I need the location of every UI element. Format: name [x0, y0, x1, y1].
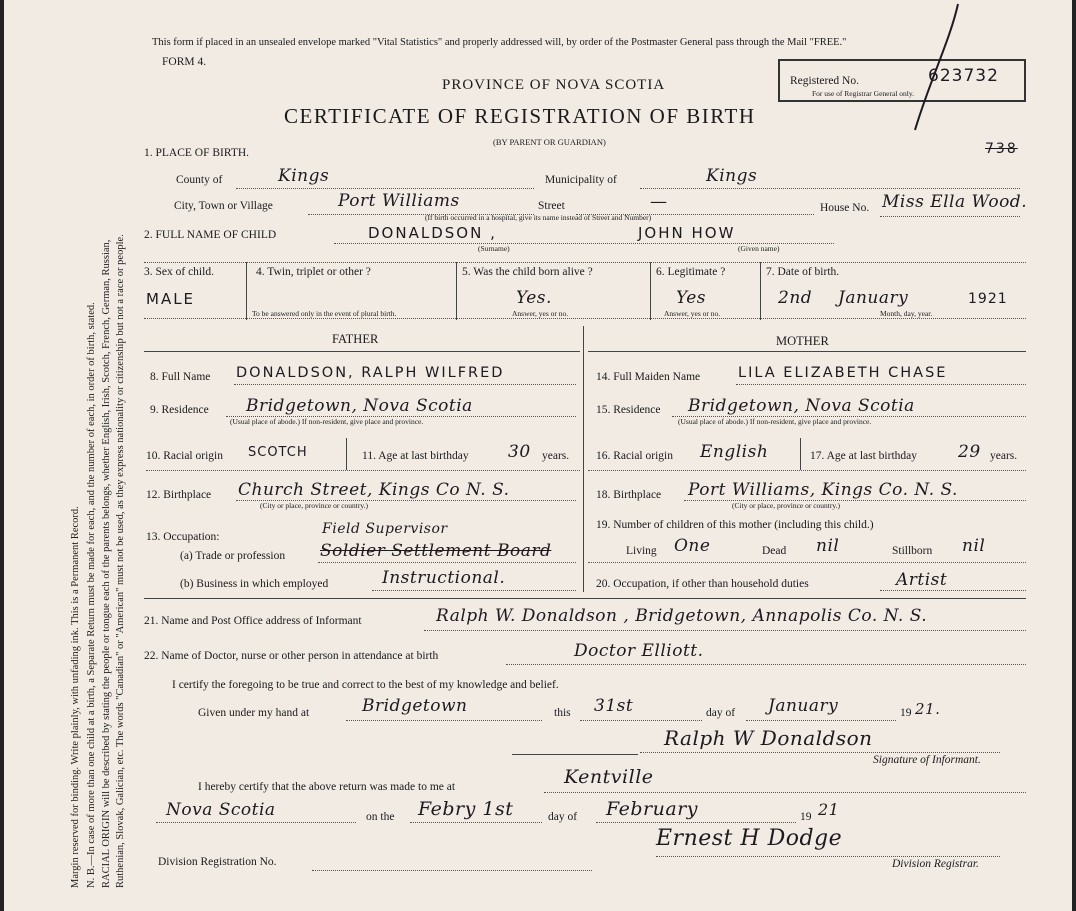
- mother-occupation: Artist: [896, 570, 948, 590]
- mother-race-label: 16. Racial origin: [596, 450, 673, 462]
- margin-note-racial-origin-cont: Ruthenian, Slovak, Galician, etc. The words "Canadian" or "American" must not be used, as they express nationality or citizenship but not a race or people.: [115, 234, 126, 888]
- doctor-value: Doctor Elliott.: [574, 641, 704, 661]
- sex-value: MALE: [146, 290, 196, 308]
- mother-birthplace: Port Williams, Kings Co. N. S.: [688, 480, 958, 500]
- mother-birthplace-note: (City or place, province or country.): [732, 501, 841, 510]
- father-name: DONALDSON, RALPH WILFRED: [236, 365, 505, 381]
- street-label: Street: [538, 200, 565, 212]
- father-residence: Bridgetown, Nova Scotia: [246, 396, 473, 416]
- certify-year: 21.: [915, 700, 941, 718]
- registrar-place: Kentville: [564, 766, 654, 788]
- father-residence-note: (Usual place of abode.) If non-resident, give place and province.: [230, 417, 424, 426]
- mother-age-label: 17. Age at last birthday: [810, 450, 917, 462]
- registrar-year: 21: [818, 800, 840, 819]
- father-age: 30: [508, 442, 531, 462]
- surname-note: (Surname): [478, 244, 510, 253]
- city-label: City, Town or Village: [174, 200, 273, 212]
- mother-living: One: [674, 536, 711, 556]
- registrar-dayof-label: day of: [548, 811, 578, 823]
- twin-label: 4. Twin, triplet or other ?: [256, 266, 371, 278]
- mother-dead-label: Dead: [762, 545, 787, 557]
- birth-date-month: January: [838, 288, 909, 308]
- certify-month: January: [768, 696, 839, 716]
- registrar-day: Febry 1st: [418, 798, 514, 820]
- mother-age: 29: [958, 442, 981, 462]
- certify-statement: I certify the foregoing to be true and correct to the best of my knowledge and belief.: [172, 679, 559, 691]
- county-value: Kings: [278, 166, 330, 186]
- mother-living-label: Living: [626, 545, 657, 557]
- street-note: (If birth occurred in a hospital, give its name instead of Street and Number): [425, 213, 652, 222]
- form-number: FORM 4.: [162, 56, 207, 68]
- certify-place: Bridgetown: [362, 696, 468, 716]
- mother-stillborn-label: Stillborn: [892, 545, 933, 557]
- mother-race: English: [700, 442, 769, 462]
- division-registrar-label: Division Registrar.: [892, 858, 979, 870]
- birth-date-label: 7. Date of birth.: [766, 266, 840, 278]
- informant-signature: Ralph W Donaldson: [664, 726, 873, 750]
- certify-day: 31st: [594, 696, 634, 716]
- mail-notice: This form if placed in an unsealed envelope marked "Vital Statistics" and properly addressed will, by order of the Postmaster General pass through the Mail "FREE.": [152, 37, 847, 48]
- mother-stillborn: nil: [962, 536, 986, 556]
- registered-label: Registered No.: [790, 75, 859, 87]
- certify-given-label: Given under my hand at: [198, 707, 310, 719]
- doctor-label: 22. Name of Doctor, nurse or other person in attendance at birth: [144, 650, 439, 662]
- given-note: (Given name): [738, 244, 780, 253]
- mother-occupation-label: 20. Occupation, if other than household duties: [596, 578, 809, 590]
- registrar-year-prefix: 19: [800, 811, 812, 823]
- child-name-label: 2. FULL NAME OF CHILD: [144, 229, 277, 241]
- registrar-signature: Ernest H Dodge: [656, 826, 843, 851]
- mother-residence: Bridgetown, Nova Scotia: [688, 396, 915, 416]
- division-registration-label: Division Registration No.: [158, 856, 277, 868]
- mother-children-label: 19. Number of children of this mother (including this child.): [596, 519, 874, 531]
- father-birthplace-label: 12. Birthplace: [146, 489, 212, 501]
- father-business: Instructional.: [382, 568, 506, 588]
- father-years: years.: [542, 450, 570, 462]
- registrar-on-label: on the: [366, 811, 395, 823]
- twin-note: To be answered only in the event of plural birth.: [252, 309, 397, 318]
- mother-birthplace-label: 18. Birthplace: [596, 489, 662, 501]
- mother-residence-note: (Usual place of abode.) If non-resident, give place and province.: [678, 417, 872, 426]
- legitimate-label: 6. Legitimate ?: [656, 266, 726, 278]
- father-birthplace: Church Street, Kings Co N. S.: [238, 480, 510, 500]
- father-birthplace-note: (City or place, province or country.): [260, 501, 369, 510]
- child-given-name: JOHN HOW: [638, 224, 736, 242]
- municipality-value: Kings: [706, 166, 758, 186]
- mother-years: years.: [990, 450, 1018, 462]
- house-label: House No.: [820, 202, 870, 214]
- father-trade: Soldier Settlement Board: [320, 541, 552, 561]
- certify-dayof-label: day of: [706, 707, 736, 719]
- corner-number: 738: [985, 141, 1018, 157]
- registrar-statement: I hereby certify that the above return was made to me at: [198, 781, 456, 793]
- father-occupation-label: 13. Occupation:: [146, 531, 220, 543]
- alive-label: 5. Was the child born alive ?: [462, 266, 593, 278]
- father-business-label: (b) Business in which employed: [180, 578, 329, 590]
- mother-dead: nil: [816, 536, 840, 556]
- registrar-month: February: [606, 798, 699, 820]
- registrar-note: For use of Registrar General only.: [812, 89, 914, 98]
- informant-signature-label: Signature of Informant.: [873, 754, 981, 766]
- legitimate-note: Answer, yes or no.: [664, 309, 721, 318]
- father-heading: FATHER: [332, 332, 379, 346]
- municipality-label: Municipality of: [545, 174, 617, 186]
- birth-date-note: Month, day, year.: [880, 309, 933, 318]
- place-heading: 1. PLACE OF BIRTH.: [144, 147, 250, 159]
- registered-number: 623732: [928, 66, 999, 86]
- father-name-label: 8. Full Name: [150, 371, 211, 383]
- birth-date-day: 2nd: [778, 288, 813, 308]
- county-label: County of: [176, 174, 223, 186]
- alive-value: Yes.: [516, 288, 552, 308]
- certificate-title: CERTIFICATE OF REGISTRATION OF BIRTH: [284, 104, 756, 128]
- margin-note-multiple-births: N. B.—In case of more than one child at a birth, a Separate Return must be made for each, and the number of each, in order of birth, stated.: [86, 302, 97, 888]
- birth-date-year: 1921: [968, 291, 1008, 307]
- province-heading: PROVINCE OF NOVA SCOTIA: [442, 77, 666, 93]
- street-value: —: [650, 192, 668, 212]
- father-residence-label: 9. Residence: [150, 404, 209, 416]
- house-value: Miss Ella Wood.: [882, 192, 1028, 212]
- mother-name-label: 14. Full Maiden Name: [596, 371, 701, 383]
- informant-value: Ralph W. Donaldson , Bridgetown, Annapolis Co. N. S.: [436, 606, 928, 626]
- certificate-subtitle: (BY PARENT OR GUARDIAN): [493, 137, 606, 147]
- informant-label: 21. Name and Post Office address of Informant: [144, 615, 362, 627]
- father-age-label: 11. Age at last birthday: [362, 450, 469, 462]
- registrar-province: Nova Scotia: [166, 800, 276, 820]
- father-race-label: 10. Racial origin: [146, 450, 223, 462]
- alive-note: Answer, yes or no.: [512, 309, 569, 318]
- margin-note-binding: Margin reserved for binding. Write plainly, with unfading ink. This is a Permanent Record.: [70, 506, 81, 888]
- certify-this-label: this: [554, 707, 571, 719]
- father-race: SCOTCH: [248, 445, 308, 460]
- certify-year-prefix: 19: [900, 707, 912, 719]
- mother-name: LILA ELIZABETH CHASE: [738, 365, 948, 381]
- father-occupation-above: Field Supervisor: [322, 521, 448, 537]
- city-value: Port Williams: [338, 191, 460, 211]
- mother-residence-label: 15. Residence: [596, 404, 661, 416]
- father-trade-label: (a) Trade or profession: [180, 550, 286, 562]
- mother-heading: MOTHER: [776, 334, 829, 348]
- legitimate-value: Yes: [676, 288, 707, 308]
- child-surname: DONALDSON ,: [368, 224, 497, 242]
- sex-label: 3. Sex of child.: [144, 266, 214, 278]
- margin-note-racial-origin: RACIAL ORIGIN will be described by stating the people or tongue each of the parents belongs, whether English, Irish, Scotch, French, German, Russian,: [101, 239, 112, 888]
